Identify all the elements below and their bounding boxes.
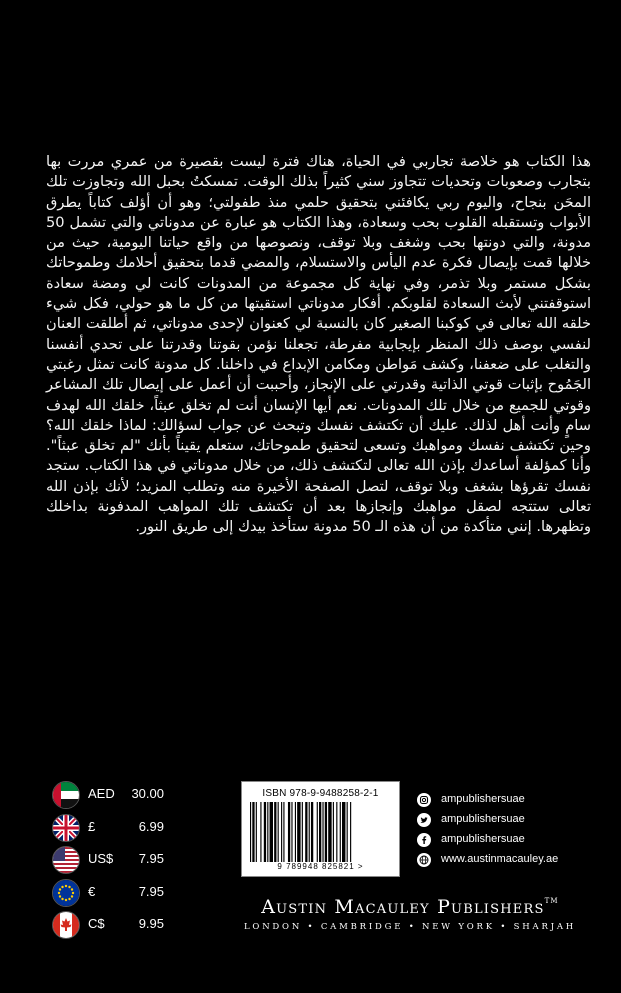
price-row-usd — [52, 846, 182, 879]
social-row-twitter[interactable] — [417, 812, 607, 832]
currency-code: US$ — [88, 851, 114, 866]
social-handle: ampublishersuae — [441, 813, 525, 825]
us-flag-icon — [52, 846, 80, 874]
blurb-line: والتي تشمل 50 مدونة، والتي دونتها بحب وشغف وبلا توقف، — [46, 213, 592, 252]
barcode-bar — [340, 802, 341, 862]
blurb-line: الصغير كان بالنسبة لي كعنوان لإحدى مدوناتي، ثم أطلقت العنان — [46, 315, 431, 333]
eu-flag-icon — [52, 879, 80, 907]
price-row-eur — [52, 879, 182, 912]
social-row-website[interactable] — [417, 852, 607, 872]
blurb-line: عمري مررت بها بتجارب وصعوبات وتحديات تتجاوز سني كثيراً بذلك — [46, 153, 591, 191]
blurb-line: من أن هذه الـ 50 مدونة ستأخذ بيدك إلى طريق النور. — [135, 518, 459, 536]
publisher-name-text: Austin Macauley Publishers — [261, 896, 545, 918]
barcode — [250, 802, 391, 862]
blurb-line: الوقت. تمسكتُ بحبل الله وتجاوزت تلك المحَن بنجاح، واليوم ربي — [46, 173, 591, 211]
barcode-bar — [317, 802, 318, 862]
blurb-line: عدم اليأس والاستسلام، والمضي قدما بتحقيق أحلامك وطموحاتك — [46, 254, 437, 272]
facebook-icon — [417, 833, 431, 847]
barcode-bar — [267, 802, 268, 862]
currency-code: C$ — [88, 916, 105, 931]
barcode-bar — [270, 802, 273, 862]
barcode-bar — [322, 802, 323, 862]
blurb-line: استقيتها من كل ما هو حولي، فكل شيء خلقه الله تعالى في كوكبنا — [46, 295, 591, 333]
publisher-name — [240, 896, 580, 918]
barcode-bar — [278, 802, 279, 862]
blurb-line: للجميع من خلال تلك المدونات. نعم أيها الإنسان أنت لم تخلق عبثاً، — [144, 396, 549, 414]
barcode-bar — [256, 802, 257, 862]
blurb-line: الكتاب. ستجد نفسك تقرؤها بشغف وبلا توقف، لتصل الصفحة الأخيرة — [46, 457, 591, 495]
barcode-bar — [291, 802, 292, 862]
barcode-bar — [342, 802, 345, 862]
barcode-bar — [250, 802, 251, 862]
blurb-line: وتسعى لتحقيق طموحاتك، ستعلم يقيناً بأنك "لم تخلق عبثاً". وأنا — [46, 437, 591, 475]
barcode-digits: 9 789948 825821 > — [277, 862, 364, 871]
barcode-bar — [319, 802, 321, 862]
blurb-line: منه وتطلب المزيد؛ لأنك بإذن الله تعالى ستتجه لصقل مواهبك وإنجازها — [46, 477, 592, 516]
blurb-line: لنفسي بوصف ذلك المنظر بإيجابية مفرطة، تجعلنا نؤمن بقوتنا وقدرتنا — [154, 335, 591, 353]
blurb-line: بشكل مستمر وبلا تذمر، وفي نهاية كل مجموعة من المدونات كانت لي — [127, 274, 591, 292]
price-amount: 7.95 — [138, 883, 164, 899]
currency-code: £ — [88, 818, 96, 834]
social-links — [417, 792, 607, 872]
social-handle: ampublishersuae — [441, 793, 525, 805]
barcode-bar — [328, 802, 331, 862]
publisher-logo — [240, 896, 580, 932]
barcode-bar — [297, 802, 300, 862]
blurb-line: في داخلنا. كل مدونة كانت تمثل رغبتي الجَمُوح بإثبات قوتي الذاتية — [46, 355, 591, 394]
blurb-line: وقدرتي على الإنجاز، وأحببت أن أعمل على إيصال تلك المشاعر وقوتي — [46, 376, 592, 414]
price-amount: 6.99 — [138, 818, 164, 834]
barcode-bar — [350, 802, 351, 862]
barcode-bar — [295, 802, 296, 862]
blurb-line: كمؤلفة أساعدك بإذن الله تعالى لتكتشف ذلك، من خلال مدوناتي في هذا — [128, 457, 567, 475]
blurb-line: وتستقبله القلوب بحب وسعادة، وهذا الكتاب هو عبارة عن مدوناتي — [143, 213, 545, 231]
twitter-icon — [417, 813, 431, 827]
instagram-icon — [417, 793, 431, 807]
blurb-line: خلقك الله لهدف سامٍ وأنت أهل لذلك. عليك أن تكتشف نفسك وتبحث — [46, 396, 591, 434]
barcode-bar — [260, 802, 261, 862]
back-cover-blurb — [46, 152, 591, 538]
price-row-cad — [52, 911, 182, 944]
blurb-line: على تحدي أنفسنا والتغلب على ضعفنا، وكشف مَواطن ومكامن الإبداع — [46, 335, 592, 373]
uk-flag-icon — [52, 814, 80, 842]
price-row-aed — [52, 781, 182, 814]
uae-flag-icon — [52, 781, 80, 809]
barcode-bar — [281, 802, 282, 862]
globe-icon — [417, 853, 431, 867]
barcode-bar — [311, 802, 313, 862]
publisher-cities: LONDON • CAMBRIDGE • NEW YORK • SHARJAH — [243, 922, 577, 932]
website-url: www.austinmacauley.ae — [441, 853, 559, 865]
price-amount: 7.95 — [138, 851, 164, 866]
blurb-paragraph — [46, 152, 591, 538]
blurb-line: عن جواب لسؤالك: لماذا خلقك الله؟ وحين تكتشف نفسك ومواهبك — [46, 416, 591, 455]
barcode-bar — [274, 802, 276, 862]
blurb-line: يكافئني بتحقيق حلمي منذ طفولتي؛ وهو أن أؤلف كتاباً يطرق الأبواب — [46, 193, 591, 231]
social-row-facebook[interactable] — [417, 832, 607, 852]
blurb-line: ومضة سعادة استوقفتني لأبث السعادة لقلوبكم. أفكار مدوناتي — [46, 274, 591, 313]
barcode-bar — [325, 802, 327, 862]
isbn-barcode-box — [241, 781, 400, 877]
social-handle: ampublishersuae — [441, 833, 525, 845]
barcode-bar — [288, 802, 290, 862]
trademark-mark: TM — [544, 897, 559, 905]
barcode-bar — [252, 802, 254, 862]
price-row-gbp — [52, 814, 182, 847]
canada-flag-icon — [52, 911, 80, 939]
blurb-line: بعد أن تكتشف تلك المواهب المدفونة بداخلك وتظهرها. إنني متأكدة — [46, 498, 591, 536]
social-row-instagram[interactable] — [417, 792, 607, 812]
blurb-line: هذا الكتاب هو خلاصة تجاربي في الحياة، هناك فترة ليست بقصيرة من — [147, 153, 592, 170]
price-amount: 30.00 — [131, 786, 164, 801]
isbn-number: ISBN 978-9-9488258-2-1 — [262, 788, 379, 799]
barcode-bar — [305, 802, 307, 862]
barcode-bar — [309, 802, 310, 862]
barcode-bar — [347, 802, 348, 862]
barcode-bar — [336, 802, 337, 862]
price-amount: 9.95 — [138, 916, 164, 931]
blurb-line: ونصوصها من واقع حياتنا اليومية، حيث من خلالها قمت بإيصال فكرة — [46, 234, 591, 272]
barcode-bar — [264, 802, 266, 862]
currency-code: € — [88, 883, 96, 899]
currency-code: AED — [88, 786, 115, 801]
price-list — [52, 781, 182, 944]
barcode-bar — [283, 802, 284, 862]
barcode-bar — [333, 802, 334, 862]
barcode-bar — [302, 802, 303, 862]
